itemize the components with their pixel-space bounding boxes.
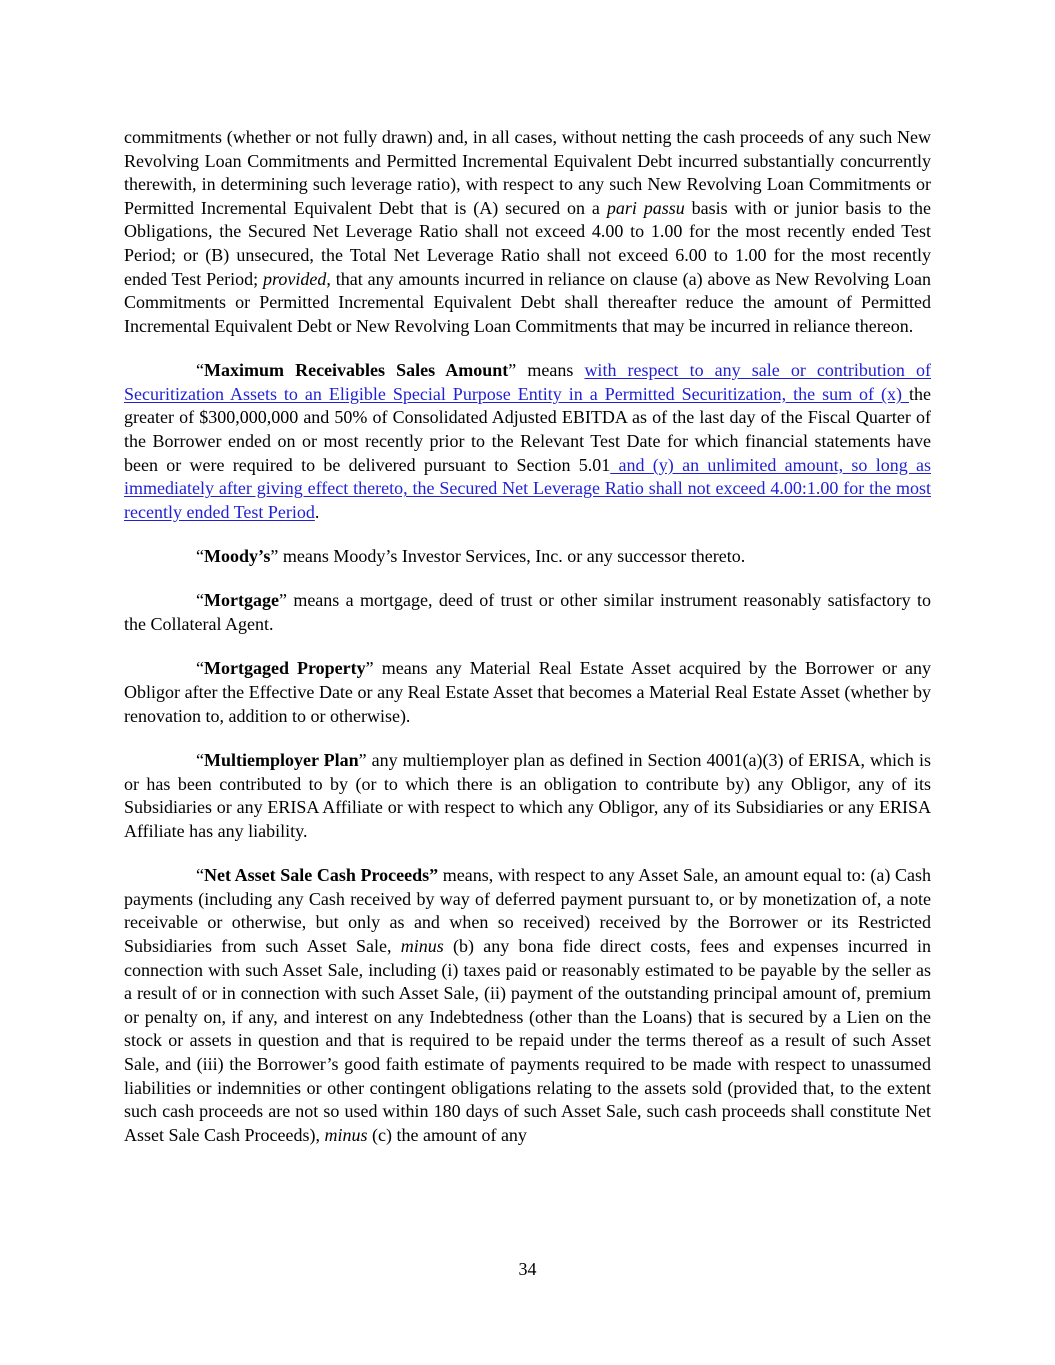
paragraph-text: commitments (whether or not fully drawn) and, in all cases, without netting the cash proceeds of any such New Revolving Loan Commitments and Permitted Incremental Equivalent Debt incurred substantially concurrently therewith, in determining such leverage ratio), with respect to any such New Revolving Loan Commitments or Permitted Incremental Equivalent Debt that is (A) secured on a (124, 127, 931, 218)
open-quote: “ (196, 360, 204, 381)
definition-mortgage (124, 589, 931, 636)
document-page (124, 126, 931, 1168)
definition-multiemployer-plan (124, 749, 931, 843)
continued-paragraph (124, 126, 931, 338)
definition-text: ” means any Material Real Estate Asset acquired by the Borrower or any Obligor after the Effective Date or any Real Estate Asset that becomes a Material Real Estate Asset (whether by renovation to, addition to or otherwise). (124, 658, 931, 726)
italic-term: provided (263, 268, 327, 289)
definition-net-asset-sale-cash-proceeds (124, 864, 931, 1147)
italic-term: pari passu (606, 197, 685, 218)
page-number: 34 (518, 1259, 537, 1279)
paragraph-text: , that any amounts incurred in reliance on clause (a) above as New Revolving Loan Commitments or Permitted Incremental Equivalent Debt shall thereafter reduce the amount of Permitted Incremental Equivalent Debt or New Revolving Loan Commitments that may be incurred in reliance thereon. (124, 268, 931, 336)
open-quote: “ (196, 590, 204, 611)
inserted-text: and (y) an unlimited amount, so long as immediately after giving effect thereto, the Secured Net Leverage Ratio shall not exceed 4.00:1.00 for the most recently ended Test Period (124, 454, 931, 522)
definition-text: (c) the amount of any (367, 1124, 527, 1145)
open-quote: “ (196, 750, 204, 771)
defined-term: Net Asset Sale Cash Proceeds” (204, 865, 439, 886)
defined-term: Moody’s (204, 546, 271, 567)
definition-text: ” means a mortgage, deed of trust or other similar instrument reasonably satisfactory to the Collateral Agent. (124, 590, 931, 635)
definition-maximum-receivables-sales-amount (124, 359, 931, 524)
definition-text: means, with respect to any Asset Sale, an amount equal to: (a) Cash payments (including any Cash received by way of deferred payment pursuant to, or by monetization of, a note receivable or otherwise, but only as and when so received) received by the Borrower or its Restricted Subsidiaries from such Asset Sale, (124, 865, 931, 956)
definition-text: ” means Moody’s Investor Services, Inc. or any successor thereto. (270, 546, 746, 567)
open-quote: “ (196, 658, 204, 679)
defined-term: Mortgaged Property (204, 658, 366, 679)
paragraph-text: basis with or junior basis to the Obligations, the Secured Net Leverage Ratio shall not exceed 4.00 to 1.00 for the most recently ended Test Period; or (B) unsecured, the Total Net Leverage Ratio shall not exceed 6.00 to 1.00 for the most recently ended Test Period; (124, 197, 932, 289)
definition-text: . (314, 501, 320, 522)
definition-text: the greater of $300,000,000 and 50% of Consolidated Adjusted EBITDA as of the last day of the Fiscal Quarter of the Borrower ended on or most recently prior to the Relevant Test Date for which financial statements have been or were required to be delivered pursuant to Section 5.01 (124, 383, 931, 475)
defined-term: Multiemployer Plan (204, 750, 359, 771)
defined-term: Maximum Receivables Sales Amount (204, 360, 509, 381)
italic-term: minus (400, 936, 444, 956)
inserted-text: with respect to any sale or contribution of Securitization Assets to an Eligible Special Purpose Entity in a Permitted Securitization, the sum of (x) (124, 360, 932, 404)
definition-text: (b) any bona fide direct costs, fees and expenses incurred in connection with such Asset Sale, including (i) taxes paid or reasonably estimated to be payable by the seller as a result of or in connection with such Asset Sale, (ii) payment of the outstanding principal amount of, premium or penalty on, if any, and interest on any Indebtedness (other than the Loans) that is secured by a Lien on the stock or assets in question and that is required to be repaid under the terms thereof as a result of such Asset Sale, and (iii) the Borrower’s good faith estimate of payments required to be made with respect to unassumed liabilities or indemnities or other contingent obligations relating to the assets sold (provided that, to the extent such cash proceeds are not so used within 180 days of such Asset Sale, such cash proceeds shall constitute Net Asset Sale Cash Proceeds), (124, 936, 931, 1145)
open-quote: “ (196, 546, 204, 567)
definition-text: ” means (508, 360, 585, 381)
italic-term: minus (324, 1124, 368, 1145)
definition-moodys (124, 545, 931, 569)
defined-term: Mortgage (204, 590, 279, 611)
definition-mortgaged-property (124, 657, 931, 728)
definition-text: ” any multiemployer plan as defined in Section 4001(a)(3) of ERISA, which is or has been contributed to by (or to which there is an obligation to contribute by) any Obligor, any of its Subsidiaries or any ERISA Affiliate or with respect to which any Obligor, any of its Subsidiaries or any ERISA Affiliate has any liability. (124, 750, 931, 841)
open-quote: “ (196, 865, 204, 886)
